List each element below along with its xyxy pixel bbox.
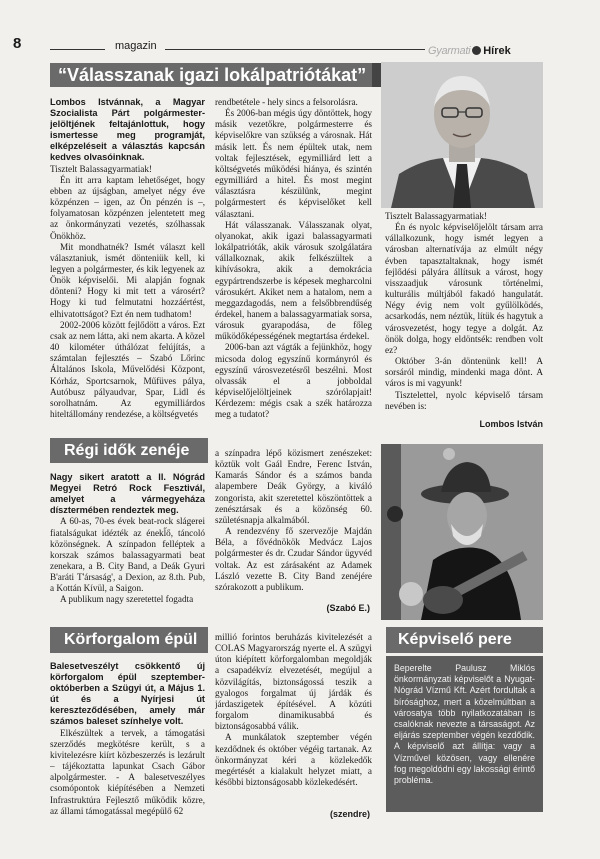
article1-col1-p4: 2002-2006 között fejlődött a város. Ezt csak az nem látta, aki nem akarta. A közel 40 kilométer úthálózat felújítás, a számtalan fejlesztés – Szabó Lőrinc Általános Iskola, Művelődési Központ, Kórház, Sportcsarnok, Műfüves pálya, Autóbusz pályaudvar, Spar, Lidl és sorolhatnám. Az egymilliárdos hiteltállomány rendezése, a költségvetés	[50, 319, 205, 419]
article1-col2-p4: 2006-ban azt vágták a fejünkhöz, hogy micsoda dolog egyszínű kormányról és egyszínű városvezetésről beszélni. Most olvassák el a jobboldal képviselőjelöltjeinek szórólapjait! Kérdezem: mégis csak a szék határozza meg a tudatot?	[215, 342, 372, 420]
article1-lead: Lombos Istvánnak, a Magyar Szocialista Párt polgármester-jelöltjének feltajánlottuk, hogy ismertesse meg programját, elképzeléseit a választás kapcsán kedves olvasóinknak.	[50, 97, 205, 163]
article3-signature: (szendre)	[329, 809, 370, 819]
brand-logo	[428, 41, 511, 59]
article4-box	[386, 656, 543, 812]
article1-col2-p2: És 2006-ban mégis úgy döntöttek, hogy másik vezetőkre, polgármesterre és képviselőkre van szükség a városnak. Hát másik lett. És nem épültek utak, nem voltak fejlesztések, egymilliárd lett a költségvetés működési hiánya, és szintén egymilliárd a hitel. És most megint választásra készülünk, megint polgármestert és képviselőket kell választani.	[215, 108, 372, 219]
article3-col2-p2: A munkálatok szeptember végén kezdődnek és október végéig tartanak. Az önkormányzat kéri a közlekedők megértését a kialakult helyzet miatt, a későbbi biztonságosabb közlekedésért.	[215, 732, 372, 788]
article3-title: Körforgalom épül	[64, 631, 198, 648]
article2-col1-p2: A publikum nagy szeretettel fogadta	[60, 594, 194, 605]
portrait-image	[381, 62, 543, 208]
page-number: 8	[13, 35, 22, 52]
article1-col3-p3: Október 3-án döntenünk kell! A sorsáról mindig, mindenki maga dönt. A város is mi vagyunk!	[385, 356, 543, 389]
header-rule-right	[165, 49, 425, 50]
article3-col2-p1: millió forintos beruházás kivitelezését a COLAS Magyarország nyerte el. A szügyi úton kiépített körforgalomban megoldják a csapadékvíz elvezetését, megújul a közvilágítás, biztonságossá teszik a gyalogos forgalmat új járdák és járdaszigetek építésével. A közúti forgalom dinamikusabbá és biztonságosabbá válik.	[215, 632, 372, 732]
article4-body: Beperelte Paulusz Miklós önkormányzati képviselőt a Nyugat-Nógrád Vízmű Kft. Azért fordultak a bírósághoz, mert a közelmúltban a városatya több nyilatkozatában is csalóknak nevezte a társaságot. Az eljárás szeptember végén kezdődik. A képviselő azt állítja: vagy a Vízművel közösen, vagy ellenére fog megoldódni egy lakossági érintő probléma.	[394, 663, 535, 786]
article1-col2-p1: rendbetétele - hely sincs a felsorolásra.	[215, 97, 358, 107]
article2-col1	[50, 472, 205, 620]
article3-col1-p1: Elkészültek a tervek, a támogatási szerződés megkötésre került, s a kivitelezésre kiírt közbeszerzés is lezárult – tájékoztatta lapunkat Csach Gábor alpolgármester. - A balesetveszélyes csomópontok kiépítésében a Nemzeti Infrastruktúra Fejlesztő működik közre, az állami támogatással megépülő 62	[50, 727, 205, 816]
article1-col2	[215, 97, 372, 449]
article2-col2	[215, 448, 372, 603]
article1-col1-p3: Mit mondhatnék? Ismét választ kell választaniuk, ismét dönteniük kell, ki legyen a polgármester, és kik legyenek az Önök képviselői. Mi alapján fognak dönteni? Hogy ki mit tett a városért? Hogy ki tud felmutatni hozzáértést, elhivatottságot? Ezt én nem tudhatom!	[50, 241, 205, 319]
article4-title: Képviselő pere	[398, 631, 512, 648]
article1-col2-p3: Hát válasszanak. Válasszanak olyat, olyanokat, akik igazi balassagyarmati lokálpatrióták, akik városuk szolgálatára vállalkoznak, akik felkészültek a kihívásokra, akik a demokrácia egypártrendszerbe is képesek megharcolni városukért. Akiket nem a hatalom, nem a meggazdagodás, nem a felsőbbrendűség érdekel, hanem a balassagyarmatiak sorsa, városuk gyarapodása, de főleg működőképességének megtartása érdekel.	[215, 219, 372, 342]
article2-title: Régi idők zenéje	[64, 442, 190, 459]
header-rule-left	[50, 49, 105, 50]
article1-col1	[50, 97, 205, 449]
section-label: magazin	[115, 40, 157, 52]
article1-col3-p4: Tisztelettel, nyolc képviselő társam nevében is:	[385, 389, 543, 411]
candidate-portrait	[381, 62, 543, 208]
article1-col3-p2: Én és nyolc képviselőjelölt társam arra vállalkozunk, hogy ismét legyen a városban alternatívája az elmúlt négy évben tapasztaltaknak, hogy ismét fejlődési pályára állítsuk a várost, hogy visszaadjuk városunk történelmi, kulturális múltjából fakadó hangulatát. Négy évig nem volt gyűlölködés, acsarkodás, nem néztük, lítük és hagytuk a városvezetést, hogy tegye a dolgát. Az önök dolga, hogy eldöntsék: rendben volt ez?	[385, 222, 543, 355]
globe-icon	[472, 46, 481, 55]
article1-col3	[385, 211, 543, 436]
article2-col2-p1: a színpadra lépő közismert zenészeket: köztük volt Gaál Endre, Ferenc István, Kamarás Sándor és a számos banda alapembere Deák György, a kiváló zongorista, akit szeretettel köszöntöttek a zenésztársak és a közönség 60. születésnapja alkalmából.	[215, 448, 372, 525]
article2-signature: (Szabó E.)	[326, 603, 370, 613]
brand-left: Gyarmati	[428, 45, 471, 57]
article3-col2	[215, 632, 372, 810]
musician-image	[381, 444, 543, 620]
brand-right: Hírek	[483, 45, 511, 57]
musician-photo	[381, 444, 543, 620]
article1-col1-p1: Tisztelt Balassagyarmatiak!	[50, 163, 152, 174]
article2-lead: Nagy sikert aratott a II. Nógrád Megyei Retró Rock Fesztivál, amelyet a vármegyeháza dísztermében rendeztek meg.	[50, 472, 205, 516]
article3-lead: Balesetveszélyt csökkentő új körforgalom épül szeptember-októberben a Szügyi út, a Május 1. út és a Nyírjesi út kereszteződésében, amely már számos baleset színhelye volt.	[50, 661, 205, 727]
article3-col1	[50, 661, 205, 821]
article1-signature: Lombos István	[479, 419, 543, 429]
article1-col1-p2: Én itt arra kaptam lehetőséget, hogy ebben az újságban, amelyet négy éve közpénzen – igen, az Ön pénzén is –, folyamatosan közpénzen jelentetett meg az önkormányzati vezetés, szólhassak Önökhöz.	[50, 174, 205, 241]
article1-col3-p1: Tisztelt Balassagyarmatiak!	[385, 211, 487, 221]
article2-col1-p1: A 60-as, 70-es évek beat-rock slágerei fiatalságukat idézték az énekl̋ő, táncoló közönségnek. A színpadon felléptek a korszak számos balassagyarmati beat zenekara, a B. City Band, a Deák Gyuri B'aráti T'ársaság', a Dexion, az 8.th. Pub, a Kottán Kívül, a Saigon.	[50, 516, 205, 594]
article2-col2-p2: A rendezvény fő szervezője Majdán Béla, a fővédnökök Medvácz Lajos polgármester és dr. Czudar Sándor ügyvéd voltak. Az est zárásaként az Adamek László vezette B. City Band zenéjére szórakozott a publikum.	[215, 526, 372, 592]
article1-title: “Válasszanak igazi lokálpatriótákat”	[58, 65, 367, 85]
